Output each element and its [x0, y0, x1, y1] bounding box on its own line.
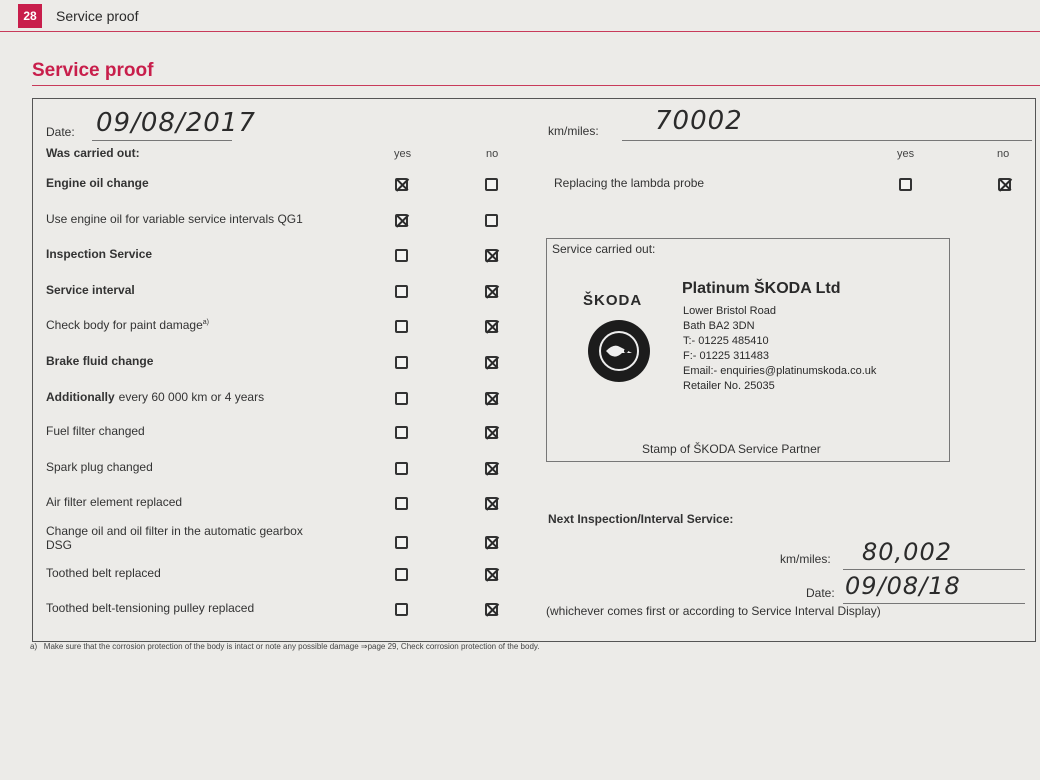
item-label-text: Brake fluid change	[46, 354, 154, 368]
carried-out-label: Was carried out:	[46, 146, 140, 160]
page-number: 28	[18, 4, 42, 28]
stamp-fax: F:- 01225 311483	[683, 350, 770, 362]
yes-checkbox[interactable]	[395, 603, 408, 616]
footnote-text: Make sure that the corrosion protection of the body is intact or note any possible damage ⇒page 29, Check corrosion protection of the body.	[43, 642, 540, 651]
next-date-value[interactable]: 09/08/18	[845, 572, 961, 600]
item-label	[46, 566, 161, 580]
item-label-text: Toothed belt replaced	[46, 566, 161, 580]
next-km-label: km/miles:	[780, 552, 831, 566]
item-label	[46, 176, 149, 190]
date-label: Date:	[46, 125, 75, 139]
whichever-note: (whichever comes first or according to Service Interval Display)	[546, 604, 881, 618]
item-label	[46, 212, 303, 226]
yes-checkbox[interactable]	[395, 285, 408, 298]
item-footnote-ref: a)	[202, 319, 209, 326]
item-label	[46, 283, 135, 297]
item-label-extra: every 60 000 km or 4 years	[118, 390, 265, 404]
no-checkbox[interactable]	[485, 214, 498, 227]
yes-checkbox[interactable]	[395, 214, 408, 227]
mileage-underline	[622, 140, 1032, 141]
header-title: Service proof	[56, 8, 139, 24]
item-label	[46, 390, 264, 404]
stamp-email: Email:- enquiries@platinumskoda.co.uk	[683, 365, 877, 377]
yes-checkbox[interactable]	[395, 178, 408, 191]
stamp-phone: T:- 01225 485410	[683, 335, 769, 347]
no-checkbox[interactable]	[485, 320, 498, 333]
footnote-marker: a)	[30, 642, 38, 651]
item-label	[46, 247, 152, 261]
item-label	[46, 354, 153, 368]
yes-checkbox[interactable]	[395, 356, 408, 369]
item-label	[46, 601, 254, 615]
date-underline	[92, 140, 232, 141]
next-km-underline	[843, 569, 1025, 570]
mileage-label: km/miles:	[548, 124, 599, 138]
item-label-line2: DSG	[46, 538, 73, 552]
date-value[interactable]: 09/08/2017	[96, 108, 256, 138]
footnote	[30, 642, 540, 651]
item-label-text: Service interval	[46, 283, 135, 297]
item-label-text: Spark plug changed	[46, 460, 153, 474]
lambda-yes-checkbox[interactable]	[899, 178, 912, 191]
yes-header-right: yes	[897, 148, 915, 160]
yes-checkbox[interactable]	[395, 320, 408, 333]
item-label-text: Air filter element replaced	[46, 495, 183, 509]
item-label-text: Additionally	[46, 390, 115, 404]
stamp-details	[683, 304, 943, 394]
item-label-text: Toothed belt-tensioning pulley replaced	[46, 601, 255, 615]
stamp-caption: Stamp of ŠKODA Service Partner	[642, 442, 821, 456]
no-checkbox[interactable]	[485, 249, 498, 262]
yes-checkbox[interactable]	[395, 392, 408, 405]
lambda-no-checkbox[interactable]	[998, 178, 1011, 191]
section-title: Service proof	[32, 60, 154, 81]
yes-header: yes	[394, 148, 412, 160]
next-inspection-label: Next Inspection/Interval Service:	[548, 512, 734, 526]
yes-checkbox[interactable]	[395, 462, 408, 475]
item-label	[46, 524, 303, 552]
item-label	[46, 424, 145, 438]
yes-checkbox[interactable]	[395, 536, 408, 549]
item-label	[46, 460, 153, 474]
item-label-text: Inspection Service	[46, 247, 153, 261]
no-checkbox[interactable]	[485, 462, 498, 475]
yes-checkbox[interactable]	[395, 568, 408, 581]
no-checkbox[interactable]	[485, 568, 498, 581]
skoda-brand-text: ŠKODA	[583, 292, 643, 309]
yes-checkbox[interactable]	[395, 426, 408, 439]
item-label-text: Engine oil change	[46, 176, 149, 190]
no-checkbox[interactable]	[485, 536, 498, 549]
item-label-text: Use engine oil for variable service intervals QG1	[46, 212, 303, 226]
mileage-value[interactable]: 70002	[655, 106, 743, 136]
item-label	[46, 495, 182, 509]
header-rule	[0, 31, 1040, 32]
next-date-label: Date:	[806, 586, 835, 600]
item-label	[46, 318, 209, 332]
no-checkbox[interactable]	[485, 285, 498, 298]
no-checkbox[interactable]	[485, 426, 498, 439]
no-checkbox[interactable]	[485, 497, 498, 510]
no-checkbox[interactable]	[485, 392, 498, 405]
yes-checkbox[interactable]	[395, 497, 408, 510]
stamp-retailer: Retailer No. 25035	[683, 380, 775, 392]
item-label-text: Fuel filter changed	[46, 424, 145, 438]
item-label-text: Check body for paint damage	[46, 318, 203, 332]
service-carried-out-label: Service carried out:	[552, 242, 656, 256]
stamp-address2: Bath BA2 3DN	[683, 320, 755, 332]
no-checkbox[interactable]	[485, 356, 498, 369]
no-header: no	[486, 148, 499, 160]
no-header-right: no	[997, 148, 1010, 160]
stamp-address1: Lower Bristol Road	[683, 305, 776, 317]
no-checkbox[interactable]	[485, 178, 498, 191]
yes-checkbox[interactable]	[395, 249, 408, 262]
next-km-value[interactable]: 80,002	[862, 538, 952, 566]
no-checkbox[interactable]	[485, 603, 498, 616]
skoda-arrow-icon	[604, 341, 634, 361]
section-rule	[32, 85, 1040, 86]
item-label-text: Change oil and oil filter in the automatic gearbox	[46, 524, 303, 538]
lambda-label: Replacing the lambda probe	[554, 176, 705, 190]
stamp-company: Platinum ŠKODA Ltd	[682, 280, 841, 297]
